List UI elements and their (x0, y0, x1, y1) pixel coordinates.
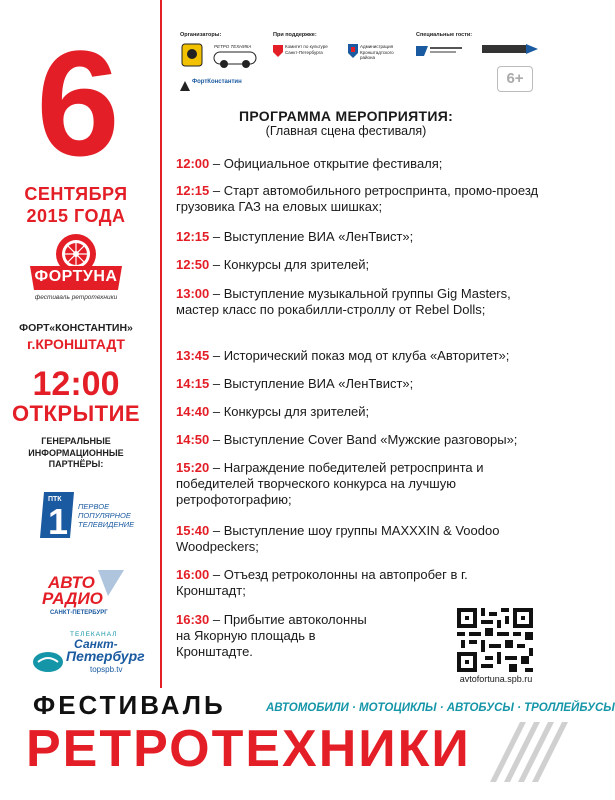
event-time: 16:30 (176, 612, 210, 627)
support-label: При поддержке: (273, 32, 317, 38)
event-time: 12:15 (176, 229, 210, 244)
event-time: 14:15 (176, 376, 210, 391)
decorative-stripes-icon (480, 722, 571, 782)
opening-label: ОТКРЫТИЕ (11, 401, 141, 426)
avtoradio-bottom: РАДИО (42, 589, 103, 608)
channel1-caption: ПЕРВОЕ ПОПУЛЯРНОЕ ТЕЛЕВИДЕНИЕ (78, 502, 135, 529)
festival-word: ФЕСТИВАЛЬ (33, 690, 226, 720)
venue-city: г.КРОНШТАДТ (27, 336, 125, 352)
program-event (176, 567, 496, 599)
avtoradio-city: САНКТ-ПЕТЕРБУРГ (50, 610, 108, 616)
event-text: – Награждение победителей ретроспринта и победителей творческого конкурса на лучшую ретрофотографию; (176, 460, 484, 507)
event-text: – Выступление ВИА «ЛенТвист»; (209, 229, 414, 244)
guest-logo-2 (482, 42, 538, 56)
retrotech-word: РЕТРОТЕХНИКИ (26, 720, 471, 778)
program-event (176, 229, 548, 245)
event-time: 14:40 (176, 404, 210, 419)
event-year: 2015 ГОДА (26, 206, 126, 226)
event-time: 16:00 (176, 567, 210, 582)
event-time: 14:50 (176, 432, 210, 447)
event-time: 13:00 (176, 286, 210, 301)
event-time: 13:45 (176, 348, 210, 363)
event-text: – Выступление музыкальной группы Gig Masters, мастер класс по рокабилли-строллу от Rebel Dolls; (176, 286, 511, 317)
program-event (176, 286, 548, 318)
guests-label: Специальные гости: (416, 32, 473, 38)
program-event (176, 432, 548, 448)
opening-time: 12:00 (32, 365, 120, 403)
program-event (176, 348, 548, 364)
event-time: 15:40 (176, 523, 210, 538)
fortuna-logo (26, 232, 126, 308)
qr-code-icon (457, 608, 533, 672)
program-event (176, 460, 506, 508)
program-subtitle: (Главная сцена фестиваля) (265, 124, 427, 138)
channel1-logo (38, 486, 148, 552)
event-text: – Исторический показ мод от клуба «Авторитет»; (209, 348, 510, 363)
retro-tech-label: РЕТРО ТЕХНИКА (214, 44, 252, 49)
avtoradio-top: АВТО (48, 573, 95, 592)
event-time: 12:00 (176, 156, 210, 171)
program-event (176, 523, 516, 555)
logo-subtitle: фестиваль ретротехники (34, 294, 118, 301)
event-time: 12:15 (176, 183, 210, 198)
event-day: 6 (36, 19, 116, 187)
event-time: 12:50 (176, 257, 210, 272)
program-event (176, 156, 548, 172)
venue-fort: ФОРТ«КОНСТАНТИН» (19, 322, 133, 334)
admin-label: Администрация Кронштадтского района (360, 44, 394, 60)
vehicle-categories: АВТОМОБИЛИ · МОТОЦИКЛЫ · АВТОБУСЫ · ТРОЛЛЕЙБУСЫ (266, 702, 615, 714)
guest-logo-1 (416, 42, 464, 60)
event-text: – Выступление Cover Band «Мужские разговоры»; (209, 432, 518, 447)
event-text: – Выступление шоу группы MAXXXIN & Voodoo Woodpeckers; (176, 523, 500, 554)
program-event (176, 404, 548, 420)
avtoradio-logo (28, 568, 138, 618)
partners-heading: ГЕНЕРАЛЬНЫЕ ИНФОРМАЦИОННЫЕ ПАРТНЁРЫ: (28, 436, 124, 469)
fort-konstantin-icon (180, 78, 190, 88)
admin-crest-icon (348, 44, 358, 58)
event-text: – Выступление ВИА «ЛенТвист»; (209, 376, 414, 391)
program-title: ПРОГРАММА МЕРОПРИЯТИЯ: (238, 108, 454, 124)
qr-url: avtofortuna.spb.ru (459, 674, 533, 684)
program-event (176, 612, 376, 660)
committee-crest-icon (273, 44, 283, 56)
event-text: – Официальное открытие фестиваля; (209, 156, 443, 171)
channel1-number: 1 (48, 501, 69, 542)
age-rating-badge: 6+ (497, 66, 533, 92)
event-text: – Прибытие автоколонны на Якорную площадь в Кронштадте. (176, 612, 367, 659)
committee-label: Комитет по культуре Санкт-Петербурга (285, 44, 328, 55)
logo-title: ФОРТУНА (34, 268, 118, 285)
program-event (176, 376, 548, 392)
organizer-emblem-icon (180, 42, 204, 68)
spb-channel-logo (30, 628, 145, 676)
spb-url: topspb.tv (90, 665, 123, 674)
channel1-badge: ПТК (48, 496, 62, 503)
event-text: – Конкурсы для зрителей; (209, 404, 370, 419)
spb-name-1: Санкт- (74, 637, 118, 651)
event-text: – Отъезд ретроколонны на автопробег в г. Кронштадт; (176, 567, 468, 598)
organizers-label: Организаторы: (180, 32, 222, 38)
event-time: 15:20 (176, 460, 210, 475)
event-text: – Конкурсы для зрителей; (209, 257, 370, 272)
event-text: – Старт автомобильного ретроспринта, промо-проезд грузовика ГАЗ на еловых шишках; (176, 183, 539, 214)
program-event (176, 257, 548, 273)
spb-tele: ТЕЛЕКАНАЛ (70, 631, 118, 638)
event-month: СЕНТЯБРЯ (24, 184, 128, 204)
retro-tech-logo (210, 44, 260, 70)
program-event (176, 183, 548, 215)
spb-name-2: Петербург (66, 648, 145, 664)
divider-line (160, 0, 162, 688)
fort-konstantin-label: ФортКонстантин (192, 79, 242, 85)
